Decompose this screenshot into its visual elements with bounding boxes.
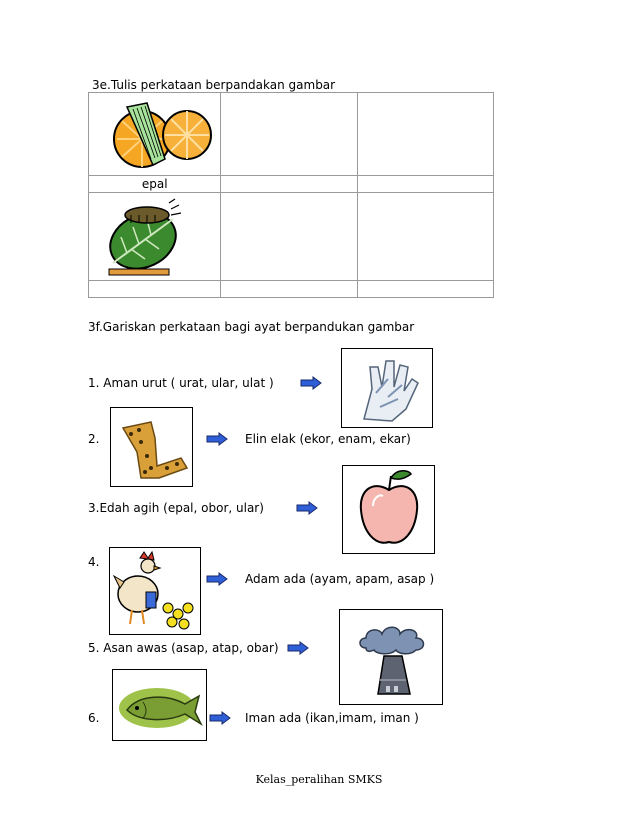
item-2-sentence: Elin elak (ekor, enam, ekar) xyxy=(245,432,411,446)
grid-cell-picture-caterpillar xyxy=(89,193,221,281)
section-3e-heading: 3e.Tulis perkataan berpandakan gambar xyxy=(92,78,336,92)
grid-cell-answer[interactable] xyxy=(357,281,493,298)
item-2-number: 2. xyxy=(88,432,100,446)
page-footer: Kelas_peralihan SMKS xyxy=(255,773,383,786)
item-6-sentence: Iman ada (ikan,imam, iman ) xyxy=(245,711,419,725)
grid-cell-label-epal xyxy=(89,176,221,193)
arrow-right-icon xyxy=(300,376,322,390)
grid-row-label-2 xyxy=(89,281,494,298)
item-2-picture-frame xyxy=(110,407,193,487)
section-3f-heading: 3f.Gariskan perkataan bagi ayat berpandukan gambar xyxy=(88,320,415,334)
smokestack-icon xyxy=(340,610,442,704)
grid-cell-empty[interactable] xyxy=(357,193,493,281)
arrow-right-icon xyxy=(206,432,228,446)
grid-cell-empty[interactable] xyxy=(221,93,357,176)
arrow-right-icon xyxy=(206,572,228,586)
item-4-number: 4. xyxy=(88,555,100,569)
arrow-right-icon xyxy=(296,501,318,515)
grid-row-picture-2 xyxy=(89,193,494,281)
hen-chicks-icon xyxy=(110,548,200,634)
item-3-picture-frame xyxy=(342,465,435,554)
item-6-picture-frame xyxy=(112,669,207,741)
orange-comb-icon xyxy=(107,99,217,171)
hand-icon xyxy=(342,349,432,427)
item-4-sentence: Adam ada (ayam, apam, asap ) xyxy=(245,572,435,586)
grid-cell-answer[interactable] xyxy=(89,281,221,298)
apple-icon xyxy=(343,466,434,553)
caterpillar-leaf-icon xyxy=(101,197,191,277)
grid-cell-empty[interactable] xyxy=(221,193,357,281)
arrow-right-icon xyxy=(287,641,309,655)
item-5-sentence: 5. Asan awas (asap, atap, obar) xyxy=(88,641,279,655)
item-6-number: 6. xyxy=(88,711,100,725)
grid-row-label-1 xyxy=(89,176,494,193)
grid-cell-picture-orange-comb xyxy=(89,93,221,176)
grid-cell-empty[interactable] xyxy=(357,93,493,176)
picture-word-grid xyxy=(88,92,494,298)
item-1-sentence: 1. Aman urut ( urat, ular, ulat ) xyxy=(88,376,274,390)
fish-icon xyxy=(113,670,206,740)
grid-cell-answer[interactable] xyxy=(221,281,357,298)
tiger-tail-icon xyxy=(111,408,192,486)
arrow-right-icon xyxy=(209,711,231,725)
item-3-sentence: 3.Edah agih (epal, obor, ular) xyxy=(88,501,264,515)
grid-cell-answer[interactable] xyxy=(357,176,493,193)
item-4-picture-frame xyxy=(109,547,201,635)
grid-cell-answer[interactable] xyxy=(221,176,357,193)
grid-row-picture-1 xyxy=(89,93,494,176)
epal-label: epal xyxy=(141,177,168,191)
item-5-picture-frame xyxy=(339,609,443,705)
item-1-picture-frame xyxy=(341,348,433,428)
